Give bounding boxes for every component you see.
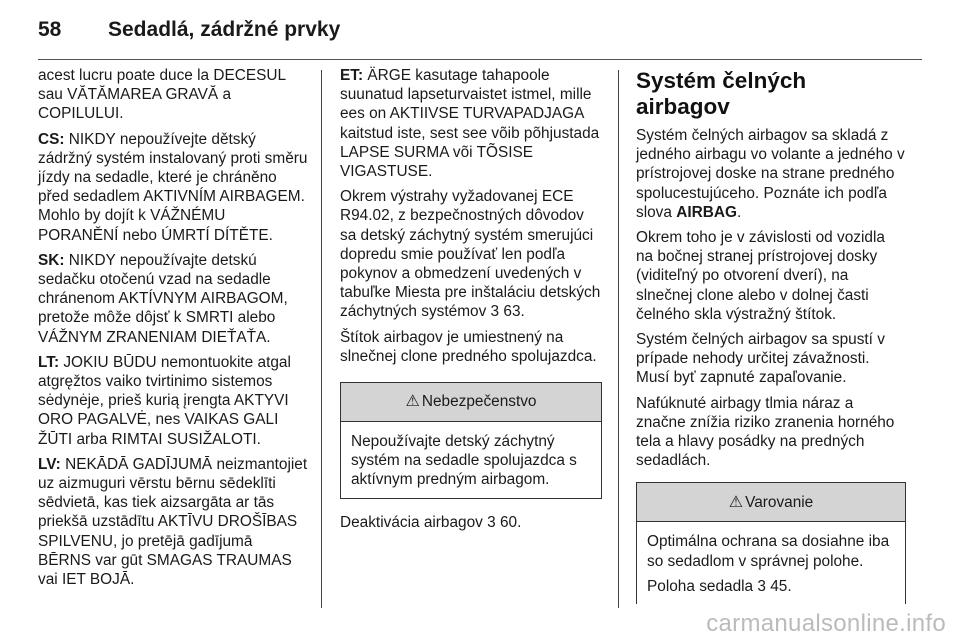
intro-text: Systém čelných airbagov sa skladá z jedného airbagu vo volante a jedného v prístrojovej doske na strane predného spolucestujúceho. Poznáte ich podľa slova: [636, 127, 905, 221]
lang-label-et: ET:: [340, 67, 364, 84]
column-3: [636, 66, 906, 604]
seat-position-text: Poloha sedadla: [647, 577, 754, 595]
deactivation-text: Deaktivácia airbagov: [340, 513, 483, 531]
lang-label-cs: CS:: [38, 130, 65, 148]
page-header: [38, 18, 340, 48]
warning-triangle-icon: ⚠: [405, 393, 420, 411]
warning-box-body: [637, 522, 905, 604]
page-ref-arrow-icon: 3: [757, 577, 766, 595]
paragraph-deployment: Systém čelných airbagov sa spustí v prípade nehody určitej závažnosti. Musí byť zapnuté zapaľovanie.: [636, 331, 885, 387]
paragraph-protection: Nafúknuté airbagy tlmia náraz a značne znížia riziko zranenia horného tela a hlavy posádky na predných sedadlách.: [636, 394, 895, 470]
paragraph-lt: [38, 353, 308, 449]
warning-box-title: Varovanie: [745, 493, 814, 511]
paragraph-sk: [38, 251, 308, 347]
page-ref-link[interactable]: 45.: [765, 577, 792, 595]
paragraph-system-intro: [636, 126, 906, 222]
airbag-word: AIRBAG: [676, 203, 737, 221]
paragraph-deactivation: [340, 513, 602, 532]
page-ref-link[interactable]: 60.: [495, 513, 522, 531]
page-ref-link[interactable]: 63.: [499, 303, 525, 321]
danger-box-body: [341, 422, 601, 498]
text-sk: NIKDY nepoužívajte detskú sedačku otočenú vzad na sedadle chránenom AKTÍVNYM AIRBAGOM, pretože môže dôjsť k SMRTI alebo VÁŽNYM ZRANENIAM DIEŤAŤA.: [38, 251, 288, 346]
paragraph-label-location: Štítok airbagov je umiestnený na slnečnej clone predného spolujazdca.: [340, 328, 597, 365]
warning-box-seat-position: [647, 577, 895, 596]
text-et: ÄRGE kasutage tahapoole suunatud lapseturvaistet istmel, mille ees on AKTIIVSE TURVAPADJAGA kaitstud iste, sest see võib põhjustada LAPSE SURMA või TÕSISE VIGASTUSE.: [340, 67, 600, 181]
column-1: [38, 66, 308, 595]
text-lt: JOKIU BŪDU nemontuokite atgal atgręžtos vaiko tvirtinimo sistemos sėdynėje, prieš kurią įrengta AKTYVI ORO PAGALVĖ, nes VAIKAS GALI ŽŪTI arba RIMTAI SUSIŽALOTI.: [38, 353, 291, 448]
column-divider-2: [618, 70, 619, 608]
danger-box-header: [341, 383, 601, 422]
lang-label-lv: LV:: [38, 455, 61, 473]
column-2: [340, 66, 602, 538]
section-heading: Systém čelných airbagov: [636, 68, 807, 119]
warning-box: [636, 482, 906, 604]
intro-end: .: [736, 203, 742, 221]
lang-label-sk: SK:: [38, 251, 65, 269]
warning-triangle-icon: ⚠: [728, 493, 744, 511]
text-cs: NIKDY nepoužívejte dětský zádržný systém instalovaný proti směru jízdy na sedadle, které je chráněno před sedadlem AKTIVNÍM AIRBAGEM. Mohlo by dojít k VÁŽNÉMU PORANĚNÍ nebo ÚMRTÍ DÍTĚTE.: [38, 130, 308, 244]
lang-label-lt: LT:: [38, 353, 60, 371]
paragraph-lv: [38, 455, 308, 589]
watermark: carmanualsonline.info: [706, 610, 946, 637]
paragraph-warning-label: Okrem toho je v závislosti od vozidla na bočnej stranej prístrojovej dosky (viditeľný po otvorení dverí), na slnečnej clone alebo v dolnej časti čelného skla výstražný štítok.: [636, 229, 885, 323]
page-number: 58: [38, 18, 62, 41]
danger-box-text: Nepoužívajte detský záchytný systém na sedadle spolujazdca s aktívnym predným airbagom.: [351, 433, 577, 489]
text-ece: Okrem výstrahy vyžadovanej ECE R94.02, z bezpečnostných dôvodov sa detský záchytný systém smerujúci dopredu smie používať len podľa pokynov a obmedzení uvedených v tabuľke Miesta pre inštaláciu detských záchytných systémov: [340, 188, 601, 321]
danger-box: [340, 382, 602, 499]
paragraph-ro-continued: acest lucru poate duce la DECESUL sau VĂTĂMAREA GRAVĂ a COPILULUI.: [38, 67, 286, 123]
paragraph-ece: [340, 187, 602, 321]
page-ref-arrow-icon: 3: [490, 303, 500, 321]
paragraph-cs: [38, 130, 308, 245]
column-divider-1: [321, 70, 322, 608]
danger-box-title: Nebezpečenstvo: [421, 393, 537, 411]
warning-box-text: Optimálna ochrana sa dosiahne iba so sedadlom v správnej polohe.: [647, 533, 890, 570]
page-ref-arrow-icon: 3: [487, 513, 496, 531]
paragraph-et: [340, 66, 602, 181]
warning-box-header: [637, 483, 905, 522]
header-divider: [38, 59, 922, 60]
text-lv: NEKĀDĀ GADĪJUMĀ neizmantojiet uz aizmuguri vērstu bērnu sēdeklīti sēdvietā, kas tiek aizsargāta ar tās priekšā uzstādītu AKTĪVU DROŠĪBAS SPILVENU, jo pretējā gadījumā BĒRNS var gūt SMAGAS TRAUMAS vai IET BOJĀ.: [38, 455, 308, 589]
page-title: Sedadlá, zádržné prvky: [108, 18, 341, 41]
